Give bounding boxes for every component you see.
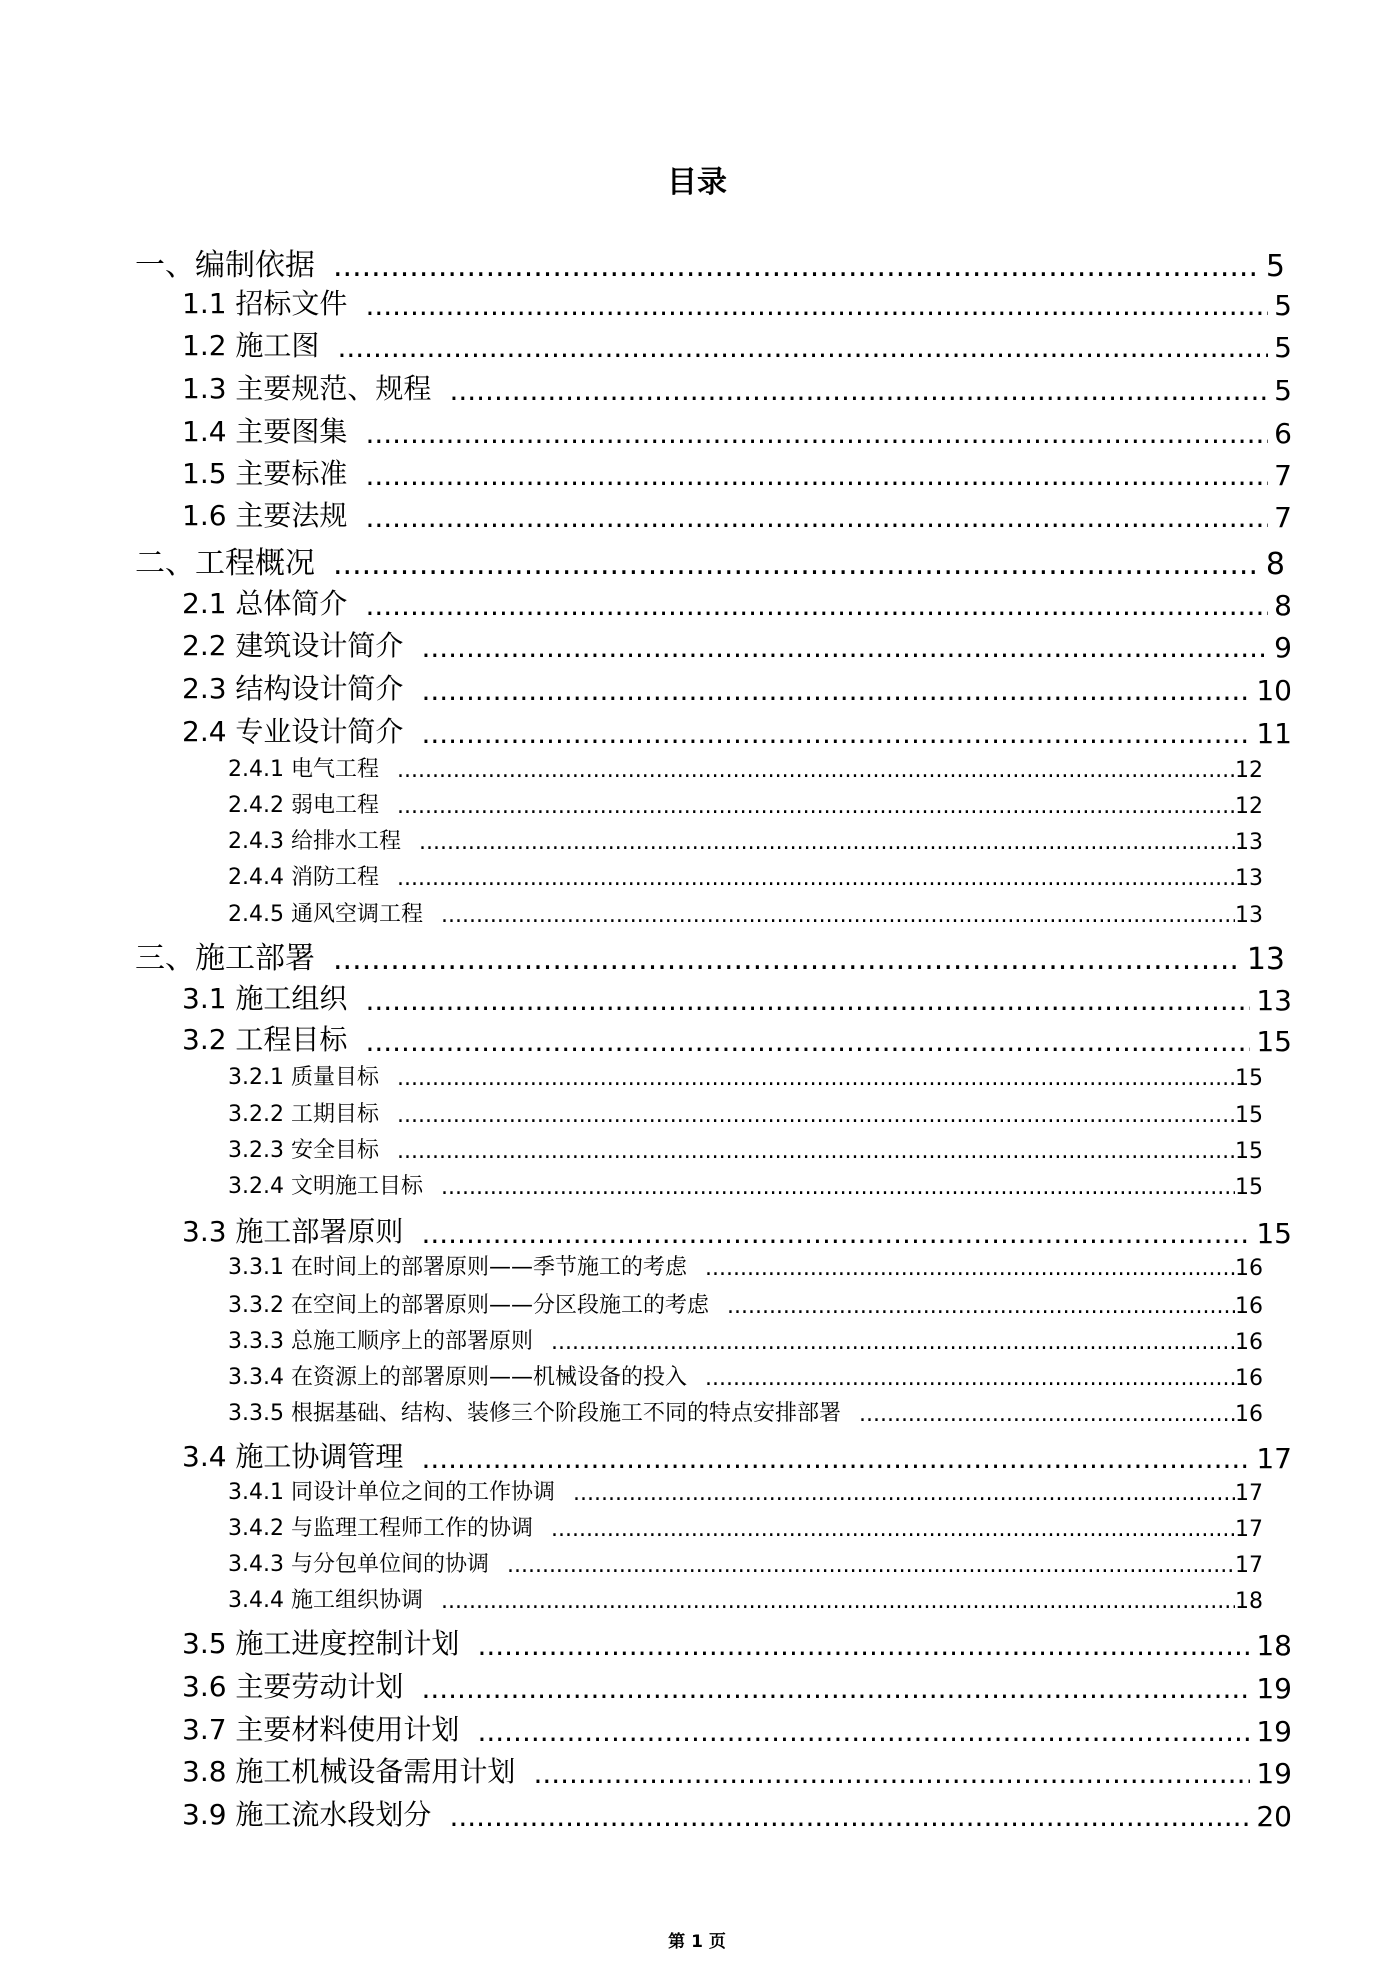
- toc-dot-leader: [397, 1139, 1235, 1164]
- toc-dot-leader: [441, 1589, 1235, 1614]
- toc-entry-label: 1.3 主要规范、规程: [182, 372, 432, 405]
- toc-entry-level2[interactable]: [182, 1210, 1292, 1250]
- toc-dot-leader: [421, 674, 1250, 707]
- toc-entry-level2[interactable]: [182, 582, 1292, 622]
- toc-dot-leader: [421, 1442, 1250, 1475]
- toc-entry-level3[interactable]: [228, 1324, 1263, 1355]
- toc-entry-label: 3.2.2 工期目标: [228, 1102, 379, 1127]
- toc-entry-label: 三、施工部署: [135, 941, 315, 976]
- toc-entry-page-number: 16: [1235, 1294, 1263, 1319]
- toc-entry-label: 3.3 施工部署原则: [182, 1215, 404, 1248]
- toc-entry-level2[interactable]: [182, 1665, 1292, 1705]
- toc-dot-leader: [397, 866, 1235, 891]
- toc-dot-leader: [333, 942, 1241, 977]
- toc-dot-leader: [365, 459, 1268, 492]
- toc-entry-page-number: 17: [1235, 1517, 1263, 1542]
- toc-entry-level3[interactable]: [228, 1396, 1263, 1427]
- toc-dot-leader: [449, 374, 1268, 407]
- toc-entry-page-number: 15: [1235, 1066, 1263, 1091]
- toc-entry-page-number: 19: [1256, 1715, 1292, 1748]
- toc-dot-leader: [441, 1175, 1235, 1200]
- toc-entry-level2[interactable]: [182, 1708, 1292, 1748]
- toc-dot-leader: [573, 1481, 1235, 1506]
- toc-entry-label: 1.6 主要法规: [182, 499, 348, 532]
- toc-entry-label: 二、工程概况: [135, 546, 315, 581]
- toc-dot-leader: [333, 547, 1260, 582]
- toc-entry-level2[interactable]: [182, 494, 1292, 534]
- toc-entry-label: 3.4.3 与分包单位间的协调: [228, 1552, 489, 1577]
- page-title: 目录: [667, 165, 727, 200]
- toc-entry-level2[interactable]: [182, 1750, 1292, 1790]
- toc-entry-page-number: 17: [1235, 1481, 1263, 1506]
- toc-entry-page-number: 13: [1235, 866, 1263, 891]
- toc-entry-label: 1.5 主要标准: [182, 457, 348, 490]
- toc-entry-level3[interactable]: [228, 1133, 1263, 1164]
- toc-entry-level2[interactable]: [182, 452, 1292, 492]
- toc-dot-leader: [337, 331, 1268, 364]
- toc-dot-leader: [551, 1517, 1235, 1542]
- toc-entry-label: 2.3 结构设计简介: [182, 672, 404, 705]
- toc-entry-level2[interactable]: [182, 410, 1292, 450]
- toc-entry-level3[interactable]: [228, 897, 1263, 928]
- toc-entry-page-number: 12: [1235, 794, 1263, 819]
- toc-entry-level3[interactable]: [228, 1583, 1263, 1614]
- toc-entry-label: 3.4 施工协调管理: [182, 1440, 404, 1473]
- toc-entry-page-number: 19: [1256, 1672, 1292, 1705]
- toc-entry-level3[interactable]: [228, 1060, 1263, 1091]
- toc-entry-page-number: 15: [1256, 1025, 1292, 1058]
- toc-entry-page-number: 16: [1235, 1330, 1263, 1355]
- toc-entry-page-number: 13: [1246, 942, 1285, 977]
- toc-dot-leader: [397, 794, 1235, 819]
- toc-dot-leader: [397, 1066, 1235, 1091]
- toc-entry-level3[interactable]: [228, 1097, 1263, 1128]
- toc-entry-page-number: 18: [1256, 1629, 1292, 1662]
- toc-dot-leader: [421, 1672, 1250, 1705]
- toc-entry-label: 2.4.5 通风空调工程: [228, 902, 423, 927]
- toc-entry-page-number: 18: [1235, 1589, 1263, 1614]
- toc-entry-level2[interactable]: [182, 1018, 1292, 1058]
- toc-entry-label: 3.2.1 质量目标: [228, 1065, 379, 1090]
- toc-dot-leader: [365, 1025, 1250, 1058]
- toc-entry-level2[interactable]: [182, 977, 1292, 1017]
- toc-dot-leader: [365, 501, 1268, 534]
- toc-entry-label: 3.3.5 根据基础、结构、装修三个阶段施工不同的特点安排部署: [228, 1401, 841, 1426]
- toc-entry-level2[interactable]: [182, 1435, 1292, 1475]
- toc-entry-label: 3.3.1 在时间上的部署原则——季节施工的考虑: [228, 1255, 687, 1280]
- toc-entry-label: 2.4 专业设计简介: [182, 715, 404, 748]
- toc-dot-leader: [533, 1757, 1250, 1790]
- toc-entry-page-number: 16: [1235, 1402, 1263, 1427]
- toc-entry-page-number: 13: [1235, 903, 1263, 928]
- toc-entry-level3[interactable]: [228, 752, 1263, 783]
- toc-entry-level1[interactable]: [135, 538, 1285, 582]
- toc-dot-leader: [477, 1715, 1250, 1748]
- toc-entry-level2[interactable]: [182, 1793, 1292, 1833]
- toc-entry-level3[interactable]: [228, 1288, 1263, 1319]
- toc-dot-leader: [551, 1330, 1235, 1355]
- toc-entry-level2[interactable]: [182, 1622, 1292, 1662]
- toc-entry-page-number: 17: [1256, 1442, 1292, 1475]
- toc-entry-level2[interactable]: [182, 324, 1292, 364]
- toc-dot-leader: [421, 1217, 1250, 1250]
- toc-dot-leader: [365, 984, 1250, 1017]
- toc-entry-label: 3.4.4 施工组织协调: [228, 1588, 423, 1613]
- toc-entry-label: 3.3.3 总施工顺序上的部署原则: [228, 1329, 533, 1354]
- toc-dot-leader: [365, 589, 1268, 622]
- toc-entry-label: 2.4.3 给排水工程: [228, 829, 401, 854]
- toc-dot-leader: [477, 1629, 1250, 1662]
- toc-entry-page-number: 10: [1256, 674, 1292, 707]
- toc-entry-page-number: 5: [1265, 249, 1285, 284]
- toc-entry-label: 3.1 施工组织: [182, 982, 348, 1015]
- toc-entry-level2[interactable]: [182, 282, 1292, 322]
- toc-entry-page-number: 9: [1274, 631, 1292, 664]
- toc-dot-leader: [727, 1294, 1235, 1319]
- toc-entry-page-number: 15: [1235, 1103, 1263, 1128]
- toc-entry-page-number: 7: [1274, 501, 1292, 534]
- toc-entry-label: 3.5 施工进度控制计划: [182, 1627, 460, 1660]
- toc-entry-label: 1.4 主要图集: [182, 415, 348, 448]
- toc-entry-label: 1.1 招标文件: [182, 287, 348, 320]
- toc-entry-level3[interactable]: [228, 824, 1263, 855]
- toc-entry-label: 2.2 建筑设计简介: [182, 629, 404, 662]
- toc-entry-label: 3.6 主要劳动计划: [182, 1670, 404, 1703]
- toc-entry-level3[interactable]: [228, 1360, 1263, 1391]
- toc-entry-page-number: 12: [1235, 758, 1263, 783]
- toc-dot-leader: [333, 249, 1260, 284]
- toc-entry-level3[interactable]: [228, 788, 1263, 819]
- toc-entry-page-number: 15: [1256, 1217, 1292, 1250]
- toc-entry-label: 一、编制依据: [135, 248, 315, 283]
- toc-entry-label: 3.2.4 文明施工目标: [228, 1174, 423, 1199]
- toc-entry-level2[interactable]: [182, 367, 1292, 407]
- toc-dot-leader: [449, 1800, 1250, 1833]
- toc-dot-leader: [705, 1256, 1235, 1281]
- toc-entry-page-number: 15: [1235, 1139, 1263, 1164]
- toc-entry-page-number: 8: [1265, 547, 1285, 582]
- toc-dot-leader: [365, 289, 1268, 322]
- toc-entry-page-number: 13: [1256, 984, 1292, 1017]
- toc-entry-label: 2.4.4 消防工程: [228, 865, 379, 890]
- toc-entry-page-number: 16: [1235, 1256, 1263, 1281]
- toc-entry-level3[interactable]: [228, 1169, 1263, 1200]
- toc-entry-label: 3.2.3 安全目标: [228, 1138, 379, 1163]
- toc-entry-level1[interactable]: [135, 933, 1285, 977]
- toc-entry-level3[interactable]: [228, 1475, 1263, 1506]
- toc-entry-level2[interactable]: [182, 667, 1292, 707]
- toc-entry-page-number: 17: [1235, 1553, 1263, 1578]
- toc-dot-leader: [365, 417, 1268, 450]
- toc-entry-page-number: 19: [1256, 1757, 1292, 1790]
- toc-entry-page-number: 20: [1256, 1800, 1292, 1833]
- toc-entry-page-number: 7: [1274, 459, 1292, 492]
- toc-entry-label: 3.9 施工流水段划分: [182, 1798, 432, 1831]
- page-number-footer: 第 1 页: [668, 1932, 726, 1952]
- toc-entry-label: 2.4.1 电气工程: [228, 757, 379, 782]
- toc-dot-leader: [419, 830, 1235, 855]
- toc-entry-page-number: 5: [1274, 331, 1292, 364]
- toc-entry-page-number: 11: [1256, 717, 1292, 750]
- toc-entry-page-number: 13: [1235, 830, 1263, 855]
- toc-dot-leader: [421, 631, 1268, 664]
- toc-entry-label: 3.3.2 在空间上的部署原则——分区段施工的考虑: [228, 1293, 709, 1318]
- toc-dot-leader: [397, 1103, 1235, 1128]
- toc-dot-leader: [705, 1366, 1235, 1391]
- toc-entry-label: 3.7 主要材料使用计划: [182, 1713, 460, 1746]
- toc-entry-level1[interactable]: [135, 240, 1285, 284]
- toc-entry-label: 3.3.4 在资源上的部署原则——机械设备的投入: [228, 1365, 687, 1390]
- toc-dot-leader: [859, 1402, 1235, 1427]
- toc-entry-page-number: 5: [1274, 374, 1292, 407]
- toc-dot-leader: [421, 717, 1250, 750]
- toc-entry-level3[interactable]: [228, 1547, 1263, 1578]
- toc-entry-label: 2.1 总体简介: [182, 587, 348, 620]
- toc-entry-level2[interactable]: [182, 624, 1292, 664]
- toc-entry-page-number: 15: [1235, 1175, 1263, 1200]
- toc-entry-label: 2.4.2 弱电工程: [228, 793, 379, 818]
- toc-dot-leader: [441, 903, 1235, 928]
- toc-entry-page-number: 6: [1274, 417, 1292, 450]
- toc-entry-label: 3.8 施工机械设备需用计划: [182, 1755, 516, 1788]
- toc-entry-level3[interactable]: [228, 860, 1263, 891]
- toc-dot-leader: [507, 1553, 1235, 1578]
- toc-entry-label: 1.2 施工图: [182, 329, 320, 362]
- toc-entry-label: 3.2 工程目标: [182, 1023, 348, 1056]
- toc-entry-label: 3.4.1 同设计单位之间的工作协调: [228, 1480, 555, 1505]
- toc-entry-label: 3.4.2 与监理工程师工作的协调: [228, 1516, 533, 1541]
- toc-dot-leader: [397, 758, 1235, 783]
- toc-entry-level3[interactable]: [228, 1250, 1263, 1281]
- toc-entry-level2[interactable]: [182, 710, 1292, 750]
- toc-entry-page-number: 8: [1274, 589, 1292, 622]
- toc-entry-level3[interactable]: [228, 1511, 1263, 1542]
- toc-entry-page-number: 5: [1274, 289, 1292, 322]
- toc-entry-page-number: 16: [1235, 1366, 1263, 1391]
